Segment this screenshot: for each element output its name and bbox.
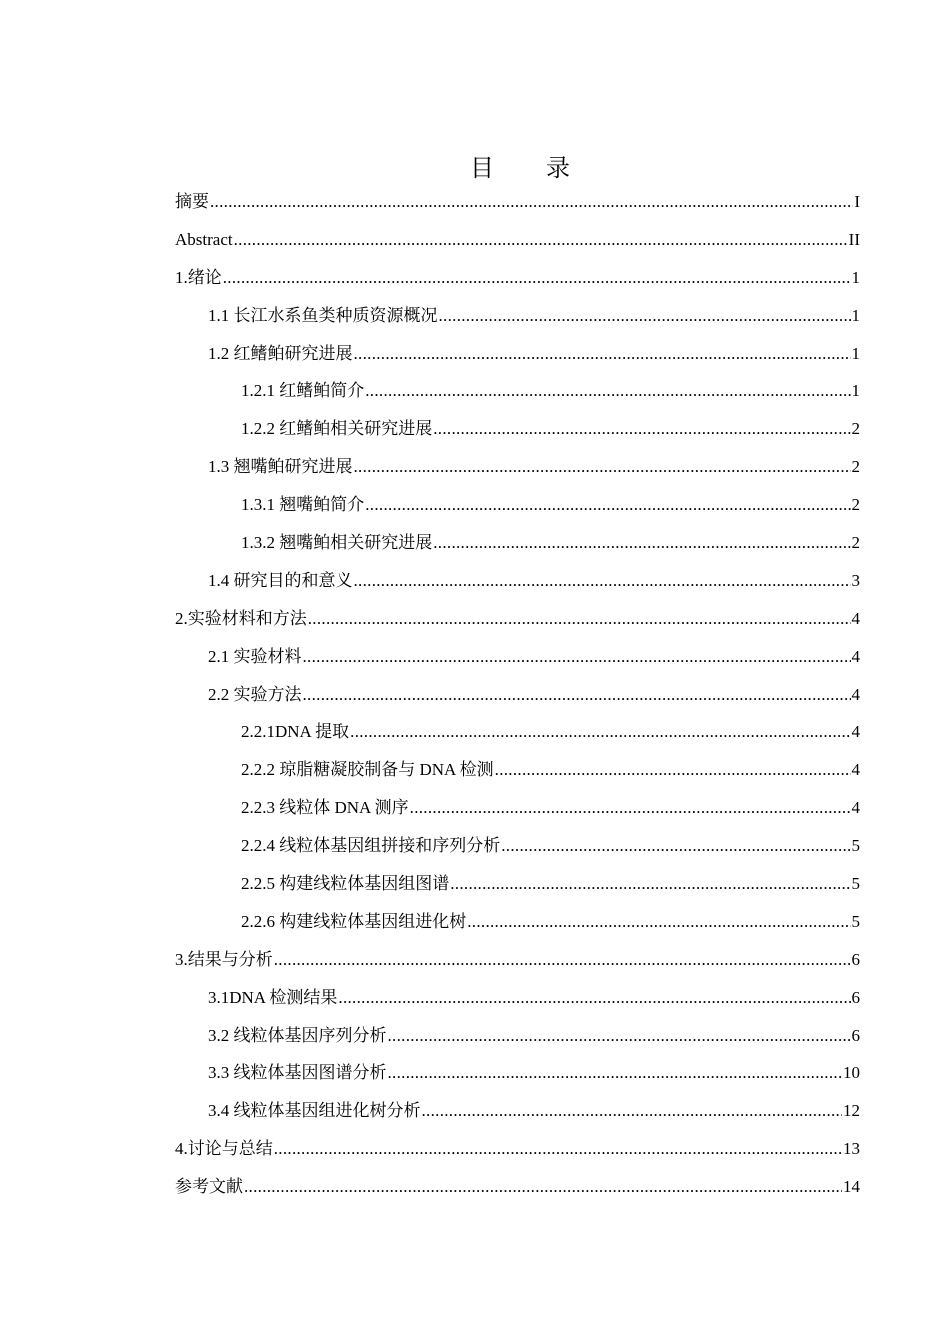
dot-leader (433, 417, 850, 441)
toc-entry[interactable] (175, 607, 860, 645)
toc-entry[interactable] (175, 266, 860, 304)
toc-entry-label: 2.2.3 线粒体 DNA 测序 (241, 798, 409, 818)
dot-leader (422, 1099, 843, 1123)
toc-entry-page: 5 (851, 911, 860, 931)
toc-entry-page: 5 (851, 874, 860, 894)
toc-entry-label: 1.绪论 (175, 267, 222, 287)
toc-entry[interactable] (175, 758, 860, 796)
dot-leader (450, 872, 850, 896)
toc-entry-page: 6 (851, 949, 860, 969)
dot-leader (274, 1137, 842, 1161)
toc-entry[interactable] (175, 1137, 860, 1175)
toc-entry-page: 4 (851, 722, 860, 742)
toc-entry[interactable] (175, 455, 860, 493)
dot-leader (354, 455, 851, 479)
toc-entry-label: 2.2.6 构建线粒体基因组进化树 (241, 911, 467, 931)
toc-entry[interactable] (175, 304, 860, 342)
toc-entry[interactable] (175, 683, 860, 721)
toc-entry-label: 2.2.2 琼脂糖凝胶制备与 DNA 检测 (241, 760, 494, 780)
toc-entry[interactable] (175, 1024, 860, 1062)
title-char: 目 (470, 154, 494, 182)
toc-entry-label: 2.2.1DNA 提取 (241, 722, 350, 742)
toc-entry[interactable] (175, 493, 860, 531)
dot-leader (354, 342, 851, 366)
dot-leader (338, 986, 850, 1010)
toc-entry-label: 参考文献 (175, 1177, 243, 1197)
dot-leader (223, 266, 851, 290)
toc-entry-label: 1.2.1 红鳍鲌简介 (241, 381, 365, 401)
toc-entry-page: 14 (843, 1177, 860, 1197)
toc-entry-label: 3.3 线粒体基因图谱分析 (208, 1063, 387, 1083)
toc-entry-page: 1 (851, 343, 860, 363)
toc-entry[interactable] (175, 531, 860, 569)
toc-entry[interactable] (175, 910, 860, 948)
toc-entry[interactable] (175, 834, 860, 872)
dot-leader (234, 228, 848, 252)
dot-leader (350, 720, 850, 744)
dot-leader (303, 645, 851, 669)
toc-entry-label: 摘要 (175, 192, 209, 211)
toc-entry-page: 10 (843, 1063, 860, 1083)
toc-entry-page: 1 (851, 381, 860, 401)
toc-entry-page: 2 (851, 457, 860, 477)
page-title (0, 148, 950, 183)
toc-entry-label: 2.2.4 线粒体基因组拼接和序列分析 (241, 836, 501, 856)
toc-entry-page: 4 (851, 684, 860, 704)
toc-entry-page: 2 (851, 495, 860, 515)
toc-entry[interactable] (175, 228, 860, 266)
dot-leader (495, 758, 851, 782)
dot-leader (365, 379, 850, 403)
dot-leader (467, 910, 850, 934)
toc-entry-page: 4 (851, 798, 860, 818)
table-of-contents (175, 190, 860, 1213)
toc-entry-label: 1.3 翘嘴鲌研究进展 (208, 457, 353, 477)
toc-entry-page: 4 (851, 608, 860, 628)
toc-entry-page: 13 (843, 1139, 860, 1159)
toc-entry-label: 3.结果与分析 (175, 949, 273, 969)
toc-entry-page: 6 (851, 1025, 860, 1045)
toc-entry-label: 2.2.5 构建线粒体基因组图谱 (241, 874, 450, 894)
toc-entry-label: 1.1 长江水系鱼类种质资源概况 (208, 305, 438, 325)
dot-leader (388, 1024, 851, 1048)
toc-entry-page: 4 (851, 760, 860, 780)
dot-leader (354, 569, 851, 593)
dot-leader (210, 190, 853, 214)
toc-entry[interactable] (175, 1175, 860, 1213)
toc-entry-label: 3.4 线粒体基因组进化树分析 (208, 1101, 421, 1121)
toc-entry[interactable] (175, 569, 860, 607)
toc-entry[interactable] (175, 1061, 860, 1099)
toc-entry-page: 2 (851, 533, 860, 553)
toc-entry-label: 4.讨论与总结 (175, 1139, 273, 1159)
toc-entry-page: 12 (843, 1101, 860, 1121)
dot-leader (501, 834, 850, 858)
toc-entry[interactable] (175, 645, 860, 683)
toc-entry[interactable] (175, 342, 860, 380)
title-char: 录 (546, 154, 570, 182)
toc-entry-page: II (848, 229, 860, 249)
toc-entry-page: 6 (851, 987, 860, 1007)
dot-leader (365, 493, 850, 517)
toc-entry-page: 1 (851, 267, 860, 287)
dot-leader (439, 304, 851, 328)
toc-entry[interactable] (175, 720, 860, 758)
toc-entry[interactable] (175, 1099, 860, 1137)
dot-leader (274, 948, 851, 972)
dot-leader (244, 1175, 842, 1199)
toc-entry-label: 1.3.1 翘嘴鲌简介 (241, 495, 365, 515)
toc-entry[interactable] (175, 986, 860, 1024)
toc-entry[interactable] (175, 796, 860, 834)
toc-entry-label: 2.2 实验方法 (208, 684, 302, 704)
toc-entry-label: 2.1 实验材料 (208, 646, 302, 666)
toc-entry-page: 2 (851, 419, 860, 439)
toc-entry-label: 1.3.2 翘嘴鲌相关研究进展 (241, 533, 433, 553)
toc-entry[interactable] (175, 872, 860, 910)
toc-entry[interactable] (175, 379, 860, 417)
toc-entry-label: 3.1DNA 检测结果 (208, 987, 338, 1007)
toc-entry-label: 1.2 红鳍鲌研究进展 (208, 343, 353, 363)
toc-entry-page: I (854, 192, 860, 211)
toc-entry-label: 3.2 线粒体基因序列分析 (208, 1025, 387, 1045)
toc-entry-page: 5 (851, 836, 860, 856)
dot-leader (433, 531, 850, 555)
toc-entry-page: 4 (851, 646, 860, 666)
toc-entry-label: Abstract (175, 229, 233, 249)
toc-entry-label: 2.实验材料和方法 (175, 608, 307, 628)
toc-entry-label: 1.4 研究目的和意义 (208, 570, 353, 590)
dot-leader (410, 796, 851, 820)
dot-leader (303, 683, 851, 707)
toc-entry[interactable] (175, 190, 860, 228)
dot-leader (388, 1061, 843, 1085)
toc-entry-label: 1.2.2 红鳍鲌相关研究进展 (241, 419, 433, 439)
dot-leader (308, 607, 851, 631)
toc-entry[interactable] (175, 417, 860, 455)
toc-entry-page: 3 (851, 570, 860, 590)
toc-entry[interactable] (175, 948, 860, 986)
toc-entry-page: 1 (851, 305, 860, 325)
